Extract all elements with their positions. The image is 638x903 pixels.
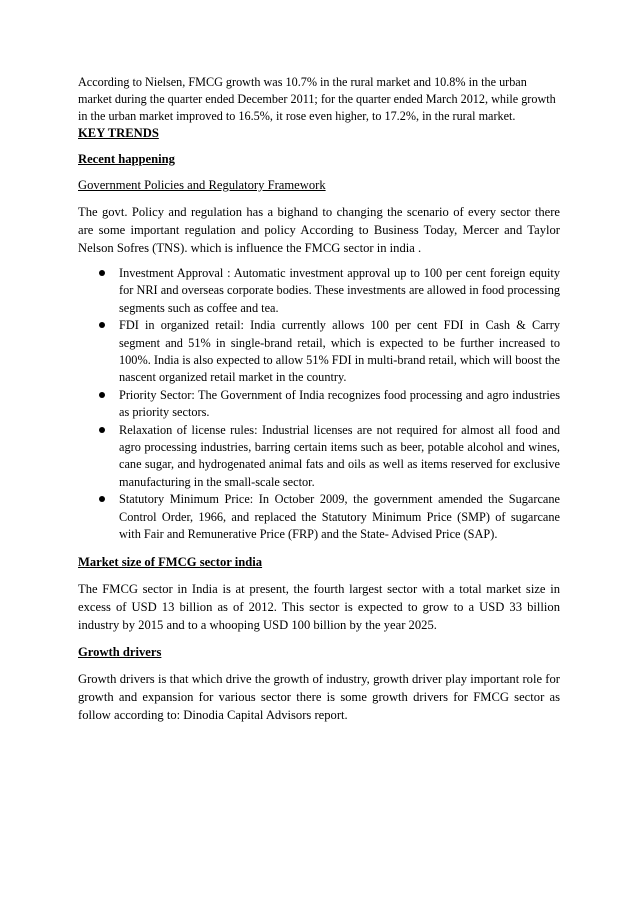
bullet-item-fdi-retail xyxy=(78,317,560,387)
bullet-icon xyxy=(99,270,105,276)
bullet-text: Investment Approval : Automatic investment approval up to 100 per cent foreign equity for NRI and overseas corporate bodies. These investments are allowed in food processing segments such as coffee and tea. xyxy=(119,266,560,315)
bullet-icon xyxy=(99,496,105,502)
bullet-item-license-rules xyxy=(78,422,560,492)
bullet-item-investment-approval xyxy=(78,265,560,317)
document-page xyxy=(78,74,560,724)
intro-paragraph: According to Nielsen, FMCG growth was 10.7% in the rural market and 10.8% in the urban market during the quarter ended December 2011; for the quarter ended March 2012, while growth in the urban market improved to 16.5%, it rose even higher, to 17.2%, in the rural market. xyxy=(78,75,556,123)
bullet-item-minimum-price xyxy=(78,491,560,543)
growth-drivers-paragraph: Growth drivers is that which drive the growth of industry, growth driver play important role for growth and expansion for various sector there is some growth drivers for FMCG sector as follow according to: Dinodia Capital Advisors report. xyxy=(78,671,560,722)
govt-policies-paragraph: The govt. Policy and regulation has a bighand to changing the scenario of every sector there are some important regulation and policy According to Business Today, Mercer and Taylor Nelson Sofres (TNS). which is influence the FMCG sector in india . xyxy=(78,205,560,255)
key-trends-heading: KEY TRENDS xyxy=(78,126,159,140)
govt-policies-heading: Government Policies and Regulatory Framework xyxy=(78,178,326,192)
bullet-icon xyxy=(99,392,105,398)
bullet-item-priority-sector xyxy=(78,387,560,422)
bullet-text: Priority Sector: The Government of India recognizes food processing and agro industries as priority sectors. xyxy=(119,387,560,420)
bullet-icon xyxy=(99,427,105,433)
bullet-text: FDI in organized retail: India currently allows 100 per cent FDI in Cash & Carry segment and 51% in single-brand retail, which is expected to be further increased to 100%. India is also expected to allow 51% FDI in multi-brand retail, which will boost the nascent organized retail market in the country. xyxy=(119,318,560,385)
market-size-paragraph: The FMCG sector in India is at present, the fourth largest sector with a total market size in excess of USD 13 billion as of 2012. This sector is expected to grow to a USD 33 billion industry by 2015 and to a whooping USD 100 billion by the year 2025. xyxy=(78,581,560,632)
policy-bullet-list xyxy=(78,265,560,544)
bullet-icon xyxy=(99,322,105,328)
bullet-text: Relaxation of license rules: Industrial licenses are not required for almost all food and agro processing industries, barring certain items such as beer, potable alcohol and wines, cane sugar, and hydrogenated animal fats and oils as well as items reserved for exclusive manufacturing in the small-scale sector. xyxy=(119,422,560,489)
recent-happening-heading: Recent happening xyxy=(78,152,175,166)
bullet-text: Statutory Minimum Price: In October 2009, the government amended the Sugarcane Control Order, 1966, and replaced the Statutory Minimum Price (SMP) of sugarcane with Fair and Remunerative Price (FRP) and the State- Advised Price (SAP). xyxy=(119,492,560,542)
market-size-heading: Market size of FMCG sector india xyxy=(78,554,263,569)
growth-drivers-heading: Growth drivers xyxy=(78,644,162,659)
